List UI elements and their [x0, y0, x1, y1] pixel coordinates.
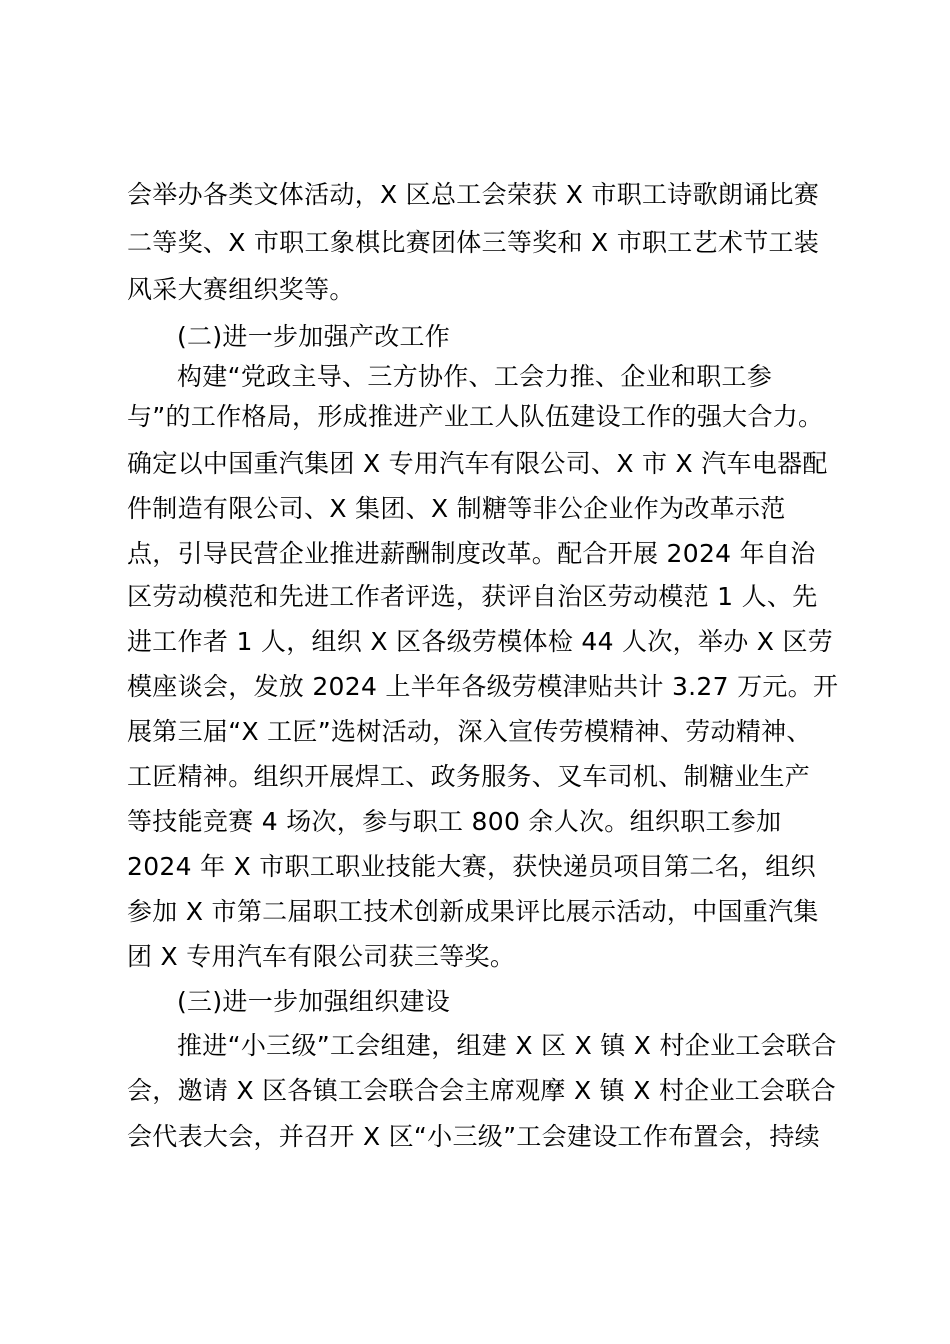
text-line: 会举办各类文体活动，X 区总工会荣获 X 市职工诗歌朗诵比赛	[127, 180, 820, 209]
text-line: 模座谈会，发放 2024 上半年各级劳模津贴共计 3.27 万元。开	[127, 672, 839, 701]
text-line: 风采大赛组织奖等。	[127, 275, 355, 304]
text-line: 参加 X 市第二届职工技术创新成果评比展示活动，中国重汽集	[127, 897, 819, 926]
text-line: 进工作者 1 人，组织 X 区各级劳模体检 44 人次，举办 X 区劳	[127, 627, 834, 656]
text-line: 推进“小三级”工会组建，组建 X 区 X 镇 X 村企业工会联合	[177, 1031, 837, 1060]
text-line: 确定以中国重汽集团 X 专用汽车有限公司、X 市 X 汽车电器配	[127, 449, 828, 478]
text-line: 件制造有限公司、X 集团、X 制糖等非公企业作为改革示范	[127, 494, 786, 523]
text-line: 展第三届“X 工匠”选树活动，深入宣传劳模精神、劳动精神、	[127, 717, 812, 746]
text-line: 团 X 专用汽车有限公司获三等奖。	[127, 942, 516, 971]
text-line: 会代表大会，并召开 X 区“小三级”工会建设工作布置会，持续	[127, 1122, 820, 1151]
text-line: 构建“党政主导、三方协作、工会力推、企业和职工参	[177, 362, 773, 391]
text-line: 会，邀请 X 区各镇工会联合会主席观摩 X 镇 X 村企业工会联合	[127, 1076, 836, 1105]
text-line: 等技能竞赛 4 场次，参与职工 800 余人次。组织职工参加	[127, 807, 782, 836]
text-line: 二等奖、X 市职工象棋比赛团体三等奖和 X 市职工艺术节工装	[127, 228, 820, 257]
section-heading: (三)进一步加强组织建设	[177, 987, 451, 1016]
text-line: 工匠精神。组织开展焊工、政务服务、叉车司机、制糖业生产	[127, 762, 811, 791]
text-line: 2024 年 X 市职工职业技能大赛，获快递员项目第二名，组织	[127, 852, 816, 881]
text-line: 点，引导民营企业推进薪酬制度改革。配合开展 2024 年自治	[127, 539, 816, 568]
text-line: 与”的工作格局，形成推进产业工人队伍建设工作的强大合力。	[127, 402, 824, 431]
section-heading: (二)进一步加强产改工作	[177, 322, 451, 351]
text-line: 区劳动模范和先进工作者评选，获评自治区劳动模范 1 人、先	[127, 582, 818, 611]
